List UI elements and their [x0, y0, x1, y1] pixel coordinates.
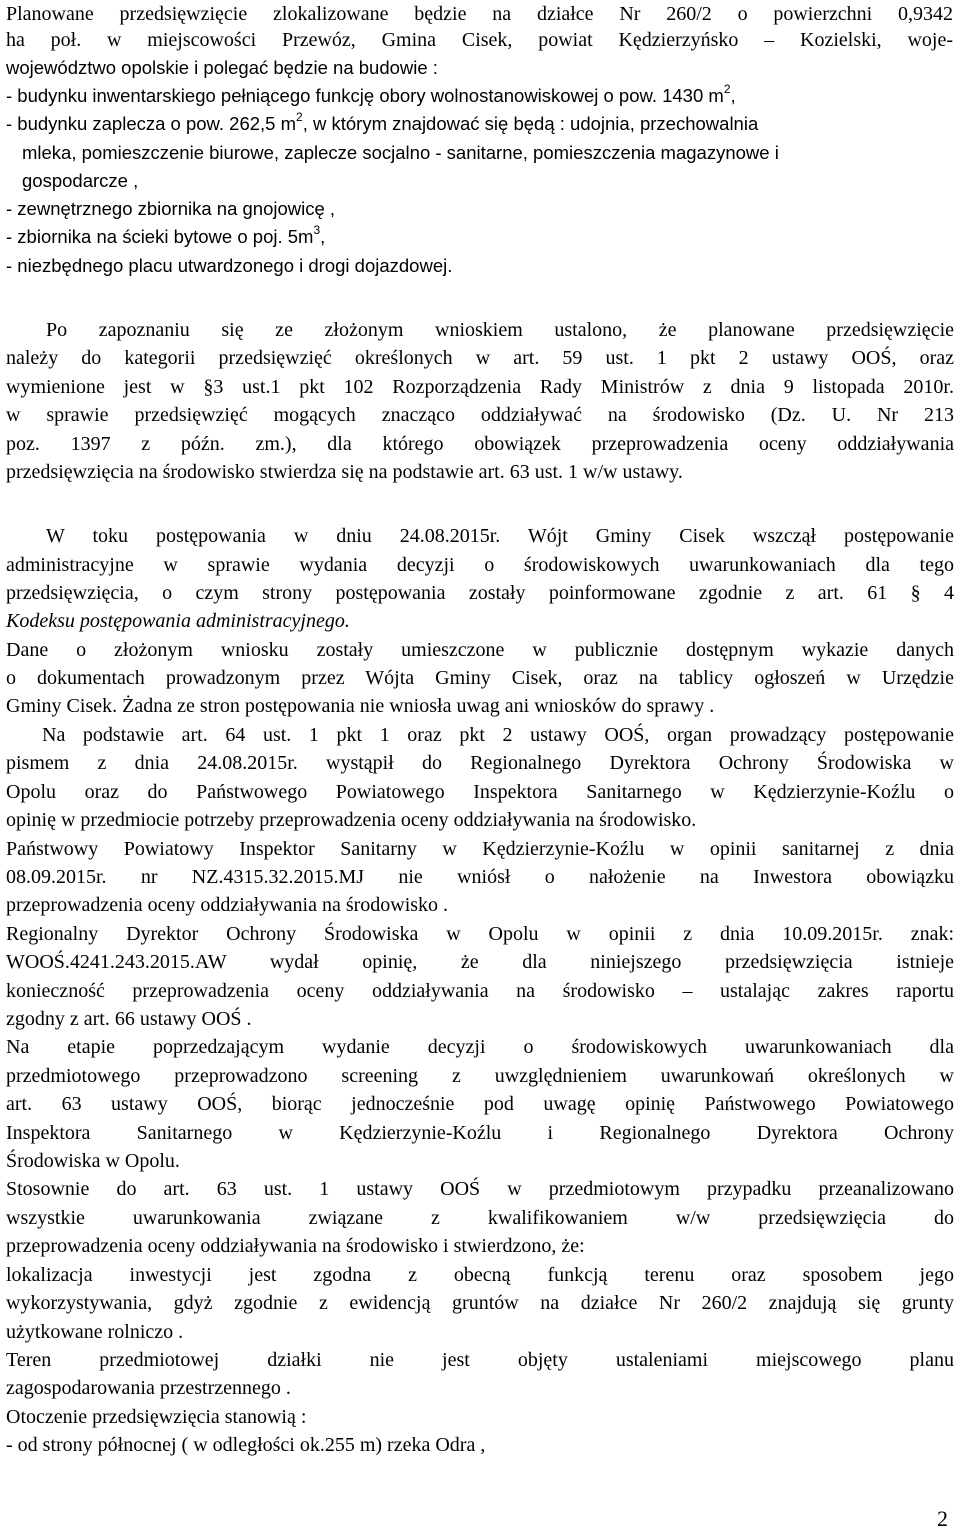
para2-line-16: WOOŚ.4241.243.2015.AW wydał opinię, że dla niniejszego przedsięwzięcia istnieje: [6, 951, 954, 973]
para2-line-9: pismem z dnia 24.08.2015r. wystąpił do Regionalnego Dyrektora Ochrony Środowiska w: [6, 752, 954, 774]
intro-line-5-b: , w którym znajdować się będą : udojnia, przechowalnia: [302, 113, 759, 134]
superscript: 2: [723, 81, 731, 96]
para2-line-11: opinię w przedmiocie potrzeby przeprowadzenia oceny oddziaływania na środowisko.: [6, 809, 697, 831]
para2-line-19: Na etapie poprzedzającym wydanie decyzji o środowiskowych uwarunkowaniach dla: [6, 1036, 954, 1058]
para2-line-27: lokalizacja inwestycji jest zgodna z obecną funkcją terenu oraz sposobem jego: [6, 1264, 954, 1286]
intro-line-9-text: - zbiornika na ścieki bytowe o poj. 5m: [6, 226, 314, 247]
para2-line-28: wykorzystywania, gdyż zgodnie z ewidencją gruntów na działce Nr 260/2 znajdują się grunty: [6, 1292, 954, 1314]
para2-line-18: zgodny z art. 66 ustawy OOŚ .: [6, 1008, 252, 1030]
intro-line-10: - niezbędnego placu utwardzonego i drogi dojazdowej.: [6, 255, 453, 276]
para2-line-1: W toku postępowania w dniu 24.08.2015r. Wójt Gminy Cisek wszczął postępowanie: [46, 525, 954, 547]
para2-line-8: Na podstawie art. 64 ust. 1 pkt 1 oraz pkt 2 ustawy OOŚ, organ prowadzący postępowanie: [42, 724, 954, 746]
para2-line-4: Kodeksu postępowania administracyjnego.: [6, 610, 350, 632]
intro-line-4: [6, 81, 736, 108]
intro-line-9-end: ,: [320, 226, 326, 247]
intro-line-1: Planowane przedsięwzięcie zlokalizowane będzie na działce Nr 260/2 o powierzchni 0,9342: [6, 3, 953, 25]
para2-line-30: Teren przedmiotowej działki nie jest objęty ustaleniami miejscowego planu: [6, 1349, 954, 1371]
para2-line-32: Otoczenie przedsięwzięcia stanowią :: [6, 1406, 307, 1428]
intro-line-4-text: - budynku inwentarskiego pełniącego funkcję obory wolnostanowiskowej o pow. 1430 m: [6, 85, 724, 106]
intro-line-9: [6, 222, 326, 249]
intro-line-7: gospodarcze ,: [22, 170, 139, 191]
para2-line-20: przedmiotowego przeprowadzono screening z uwzględnieniem uwarunkowań określonych w: [6, 1065, 954, 1087]
para2-line-7: Gminy Cisek. Żadna ze stron postępowania nie wniosła uwag ani wniosków do sprawy .: [6, 695, 715, 717]
intro-line-8: - zewnętrznego zbiornika na gnojowicę ,: [6, 198, 336, 219]
superscript: 2: [296, 109, 303, 124]
superscript: 3: [313, 222, 321, 237]
para2-line-10: Opolu oraz do Państwowego Powiatowego Inspektora Sanitarnego w Kędzierzynie-Koźlu o: [6, 781, 954, 803]
para2-line-21: art. 63 ustawy OOŚ, biorąc jednocześnie pod uwagę opinię Państwowego Powiatowego: [6, 1093, 954, 1115]
para2-line-12: Państwowy Powiatowy Inspektor Sanitarny w Kędzierzynie-Koźlu w opinii sanitarnej z dnia: [6, 838, 954, 860]
para2-line-24: Stosownie do art. 63 ust. 1 ustawy OOŚ w przedmiotowym przypadku przeanalizowano: [6, 1178, 954, 1200]
intro-line-6: mleka, pomieszczenie biurowe, zaplecze socjalno - sanitarne, pomieszczenia magazynowe i: [22, 142, 779, 163]
para2-line-29: użytkowane rolniczo .: [6, 1321, 184, 1343]
para2-line-22: Inspektora Sanitarnego w Kędzierzynie-Koźlu i Regionalnego Dyrektora Ochrony: [6, 1122, 954, 1144]
para2-line-2: administracyjne w sprawie wydania decyzji o środowiskowych uwarunkowaniach dla tego: [6, 554, 954, 576]
para2-line-3: przedsięwzięcia, o czym strony postępowania zostały poinformowane zgodnie z art. 61 § 4: [6, 582, 954, 604]
para2-line-15: Regionalny Dyrektor Ochrony Środowiska w Opolu w opinii z dnia 10.09.2015r. znak:: [6, 923, 954, 945]
intro-line-4-end: ,: [730, 85, 736, 106]
para1-line-6: przedsięwzięcia na środowisko stwierdza się na podstawie art. 63 ust. 1 w/w ustawy.: [6, 461, 683, 483]
para1-line-5: poz. 1397 z późn. zm.), dla którego obowiązek przeprowadzenia oceny oddziaływania: [6, 433, 954, 455]
para2-line-5: Dane o złożonym wniosku zostały umieszczone w publicznie dostępnym wykazie danych: [6, 639, 954, 661]
para2-line-26: przeprowadzenia oceny oddziaływania na środowisko i stwierdzono, że:: [6, 1235, 585, 1257]
para2-line-6: o dokumentach prowadzonym przez Wójta Gminy Cisek, oraz na tablicy ogłoszeń w Urzędzie: [6, 667, 954, 689]
para2-line-23: Środowiska w Opolu.: [6, 1150, 180, 1172]
para2-line-14: przeprowadzenia oceny oddziaływania na środowisko .: [6, 894, 449, 916]
intro-line-3: województwo opolskie i polegać będzie na budowie :: [6, 57, 438, 78]
para1-line-4: w sprawie przedsięwzięć mogących znacząco oddziaływać na środowisko (Dz. U. Nr 213: [6, 404, 954, 426]
para2-line-17: konieczność przeprowadzenia oceny oddziaływania na środowisko – ustalając zakres raportu: [6, 980, 954, 1002]
intro-line-5-a: - budynku zaplecza o pow. 262,5 m: [6, 113, 297, 134]
para2-line-31: zagospodarowania przestrzennego .: [6, 1377, 291, 1399]
intro-line-5: [6, 109, 759, 136]
para2-line-25: wszystkie uwarunkowania związane z kwalifikowaniem w/w przedsięwzięcia do: [6, 1207, 954, 1229]
page-number: 2: [937, 1506, 948, 1531]
para2-line-13: 08.09.2015r. nr NZ.4315.32.2015.MJ nie wniósł o nałożenie na Inwestora obowiązku: [6, 866, 954, 888]
intro-line-2: ha poł. w miejscowości Przewóz, Gmina Cisek, powiat Kędzierzyńsko – Kozielski, woje-: [6, 29, 953, 51]
para1-line-1: Po zapoznaniu się ze złożonym wnioskiem ustalono, że planowane przedsięwzięcie: [46, 319, 954, 341]
para1-line-2: należy do kategorii przedsięwzięć określonych w art. 59 ust. 1 pkt 2 ustawy OOŚ, oraz: [6, 347, 954, 369]
para1-line-3: wymienione jest w §3 ust.1 pkt 102 Rozporządzenia Rady Ministrów z dnia 9 listopada 2010r.: [6, 376, 954, 398]
para2-line-33: - od strony północnej ( w odległości ok.255 m) rzeka Odra ,: [6, 1434, 486, 1456]
